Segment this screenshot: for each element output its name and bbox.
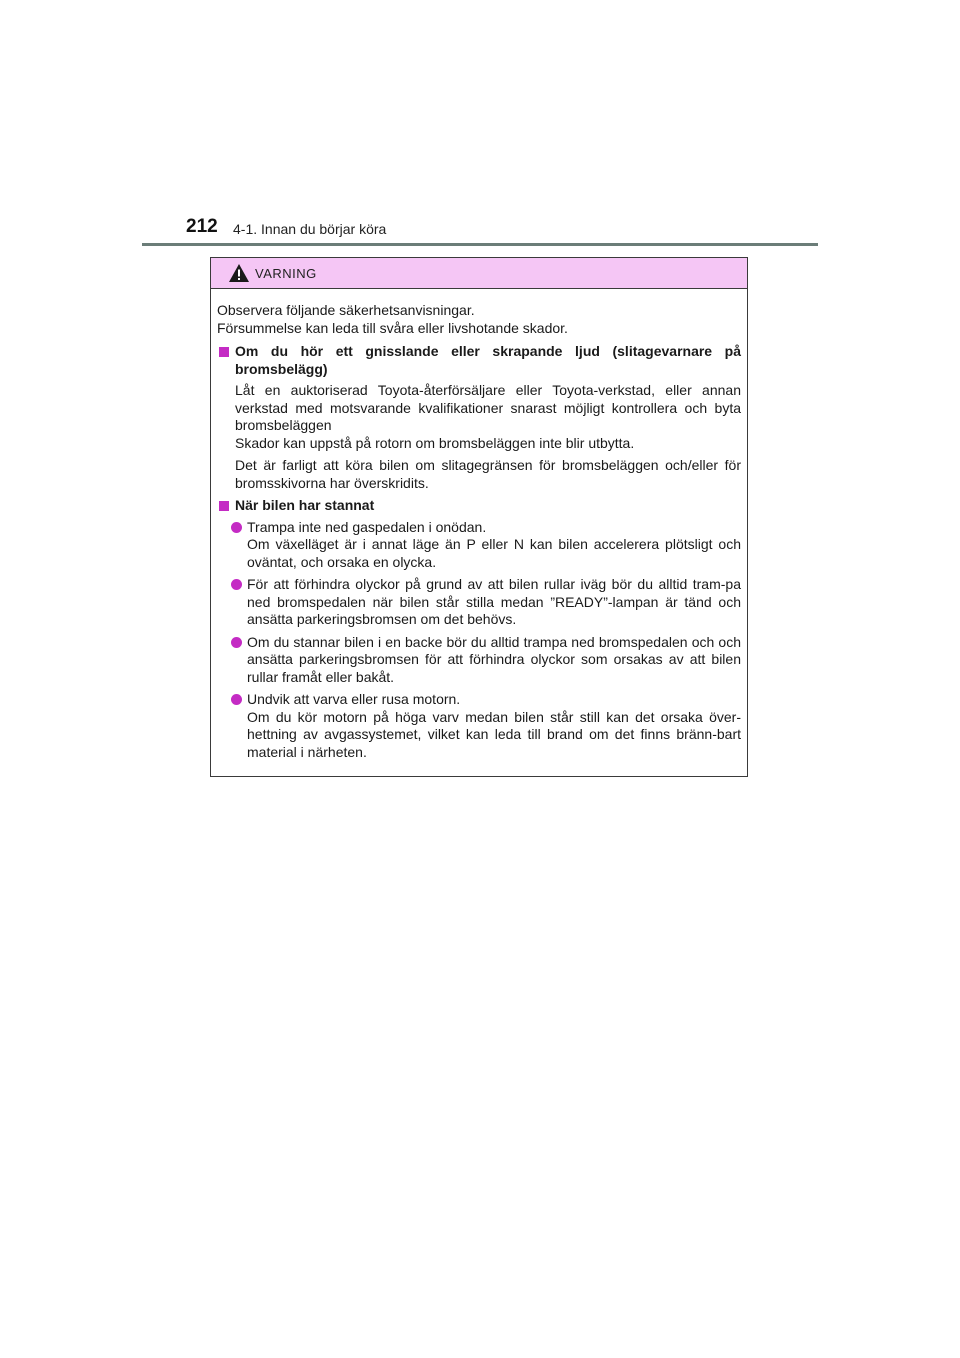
circle-bullet-icon [231,637,242,648]
warning-triangle-icon [228,263,250,283]
intro-line-2: Försummelse kan leda till svåra eller livshotande skador. [217,319,568,336]
paragraph-text: Låt en auktoriserad Toyota-återförsäljare eller Toyota-verkstad, eller annan verkstad med motsvarande kvalifikationer snarast möjligt kontrollera och byta bromsbeläggen [235,382,741,433]
intro-line-1: Observera följande säkerhetsanvisningar. [217,302,475,318]
warning-body [211,289,747,761]
list-item-text: Om du kör motorn på höga varv medan bilen står still kan det orsaka över-hettning av avgassystemet, vilket kan leda till brand om det finns bränn-bart material i närheten. [247,708,741,760]
list-item-text: Trampa inte ned gaspedalen i onödan. [247,518,487,535]
list-item [217,691,741,761]
section-heading-text: Om du hör ett gnisslande eller skrapande ljud (slitagevarnare på bromsbelägg) [235,343,741,377]
circle-bullet-icon [231,579,242,590]
list-item-text: Undvik att varva eller rusa motorn. [247,691,461,707]
paragraph [217,382,741,452]
paragraph-text: Skador kan uppstå på rotorn om bromsbeläggen inte blir utbytta. [235,434,635,451]
circle-bullet-icon [231,522,242,533]
square-bullet-icon [219,347,229,357]
list-item-text: För att förhindra olyckor på grund av att bilen rullar iväg bör du alltid tram-pa ned bromspedalen när bilen står stilla medan ”READY”-lampan är tänd och ansätta parkeringsbromsen om det behövs. [247,576,741,627]
warning-box [210,257,748,777]
list-item-text: Om växelläget är i annat läge än P eller N kan bilen accelerera plötsligt och oväntat, och orsaka en olycka. [247,536,741,570]
paragraph-text: Det är farligt att köra bilen om slitagegränsen för bromsbeläggen och/eller för bromsskivorna har överskridits. [235,457,741,491]
page-number: 212 [186,216,218,237]
paragraph [217,457,741,492]
section-heading-brake-wear [217,343,741,378]
section-heading-text: När bilen har stannat [235,497,375,513]
header-rule [142,243,818,246]
circle-bullet-icon [231,694,242,705]
list-item [217,519,741,572]
square-bullet-icon [219,501,229,511]
list-item [217,576,741,629]
section-title: 4-1. Innan du börjar köra [233,221,387,237]
section-heading-stopped [217,497,741,515]
warning-intro [217,302,741,337]
list-item [217,634,741,687]
warning-title: VARNING [255,266,317,281]
list-item-text: Om du stannar bilen i en backe bör du alltid trampa ned bromspedalen och och ansätta parkeringsbromsen för att förhindra olyckor som orsakas av att bilen rullar framåt eller bakåt. [247,633,741,685]
warning-header [211,258,747,289]
